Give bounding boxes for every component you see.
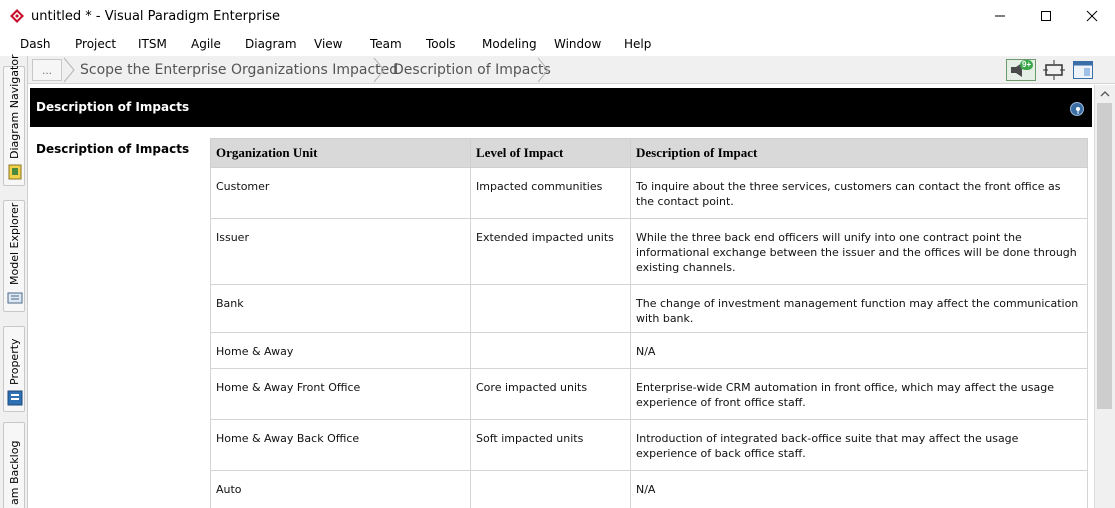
column-header-organization-unit: Organization Unit [211,139,471,168]
cell-level[interactable] [471,285,631,333]
cell-unit[interactable]: Home & Away Back Office [211,420,471,471]
layout-panel-button[interactable] [1072,59,1096,81]
minimize-icon [994,10,1006,22]
cell-unit[interactable]: Customer [211,168,471,219]
column-header-level-of-impact: Level of Impact [471,139,631,168]
vertical-scrollbar[interactable] [1094,85,1115,508]
dock-tab-label: Model Explorer [8,202,21,285]
section-label: Description of Impacts [36,142,190,156]
cell-description[interactable]: Introduction of integrated back-office suite that may affect the usage experience of back office staff. [631,420,1088,471]
dock-tab-model-explorer[interactable] [3,200,25,312]
table-row[interactable] [211,285,1088,333]
dock-tab-label: Diagram Navigator [8,54,21,159]
menu-project[interactable]: Project [75,37,117,51]
menu-tools[interactable]: Tools [426,37,456,51]
minimize-button[interactable] [977,0,1023,32]
dock-tab-backlog[interactable] [3,422,25,508]
table-row[interactable] [211,333,1088,369]
dock-tab-label: am Backlog [8,440,21,505]
cell-unit[interactable]: Auto [211,471,471,508]
breadcrumb-item-description[interactable]: Description of Impacts [393,62,551,78]
dock-tab-property[interactable] [3,326,25,412]
chevron-up-icon [1100,90,1110,98]
cell-level[interactable]: Core impacted units [471,369,631,420]
menu-view[interactable]: View [314,37,343,51]
cell-description[interactable]: Enterprise-wide CRM automation in front office, which may affect the usage experience of front office staff. [631,369,1088,420]
cell-level[interactable] [471,333,631,369]
cell-description[interactable]: While the three back end officers will unify into one contract point the informational exchange between the issuer and the offices will be done through existing channels. [631,219,1088,285]
cell-level[interactable]: Extended impacted units [471,219,631,285]
title-bar [0,0,1115,32]
close-icon [1086,10,1098,22]
maximize-icon [1040,10,1052,22]
breadcrumb-chevron-icon [62,57,76,83]
cell-level[interactable]: Impacted communities [471,168,631,219]
table-row[interactable] [211,369,1088,420]
cell-unit[interactable]: Issuer [211,219,471,285]
menu-modeling[interactable]: Modeling [482,37,537,51]
table-header-row [211,139,1088,168]
cell-unit[interactable]: Bank [211,285,471,333]
cell-description[interactable]: N/A [631,471,1088,508]
breadcrumb-chevron-icon [536,57,550,83]
diagram-navigator-icon [7,164,23,180]
cell-description[interactable]: N/A [631,333,1088,369]
column-header-description-of-impact: Description of Impact [631,139,1088,168]
breadcrumb-bar [28,56,1115,84]
window-title: untitled * - Visual Paradigm Enterprise [31,8,280,24]
table-row[interactable] [211,420,1088,471]
cell-unit[interactable]: Home & Away [211,333,471,369]
menu-team[interactable]: Team [370,37,402,51]
dock-tab-label: Property [8,338,21,385]
left-dock [0,56,28,508]
close-button[interactable] [1069,0,1115,32]
header-title: Description of Impacts [36,100,190,114]
breadcrumb-chevron-icon [372,57,386,83]
cell-description[interactable]: The change of investment management function may affect the communication with bank. [631,285,1088,333]
cell-level[interactable] [471,471,631,508]
table-row[interactable] [211,168,1088,219]
table-row[interactable] [211,219,1088,285]
scroll-up-button[interactable] [1095,85,1115,102]
breadcrumb-item-scope[interactable]: Scope the Enterprise Organizations Impacted [80,62,399,78]
property-icon [7,390,23,406]
notification-badge: 9+ [1022,60,1032,69]
cell-unit[interactable]: Home & Away Front Office [211,369,471,420]
dock-tab-diagram-navigator[interactable] [3,54,25,186]
maximize-button[interactable] [1023,0,1069,32]
menu-dash[interactable]: Dash [20,37,51,51]
menu-bar [0,32,1115,56]
table-row[interactable] [211,471,1088,508]
section-header-band [30,88,1092,127]
menu-itsm[interactable]: ITSM [138,37,167,51]
menu-diagram[interactable]: Diagram [245,37,297,51]
document-content [28,85,1094,508]
fit-size-icon [1042,59,1066,81]
menu-agile[interactable]: Agile [191,37,221,51]
cell-level[interactable]: Soft impacted units [471,420,631,471]
cell-description[interactable]: To inquire about the three services, customers can contact the front office as the contact point. [631,168,1088,219]
window-controls [977,0,1115,32]
notifications-button[interactable] [1006,59,1030,81]
breadcrumb-more-button[interactable]: ... [32,59,62,81]
visual-paradigm-logo-icon [9,8,25,24]
model-explorer-icon [7,290,23,306]
menu-help[interactable]: Help [624,37,652,51]
impacts-table [210,138,1088,508]
fit-diagram-button[interactable] [1042,59,1066,81]
menu-window[interactable]: Window [554,37,602,51]
pin-icon[interactable] [1070,102,1084,116]
panel-layout-icon [1072,59,1094,81]
scrollbar-thumb[interactable] [1097,103,1112,409]
